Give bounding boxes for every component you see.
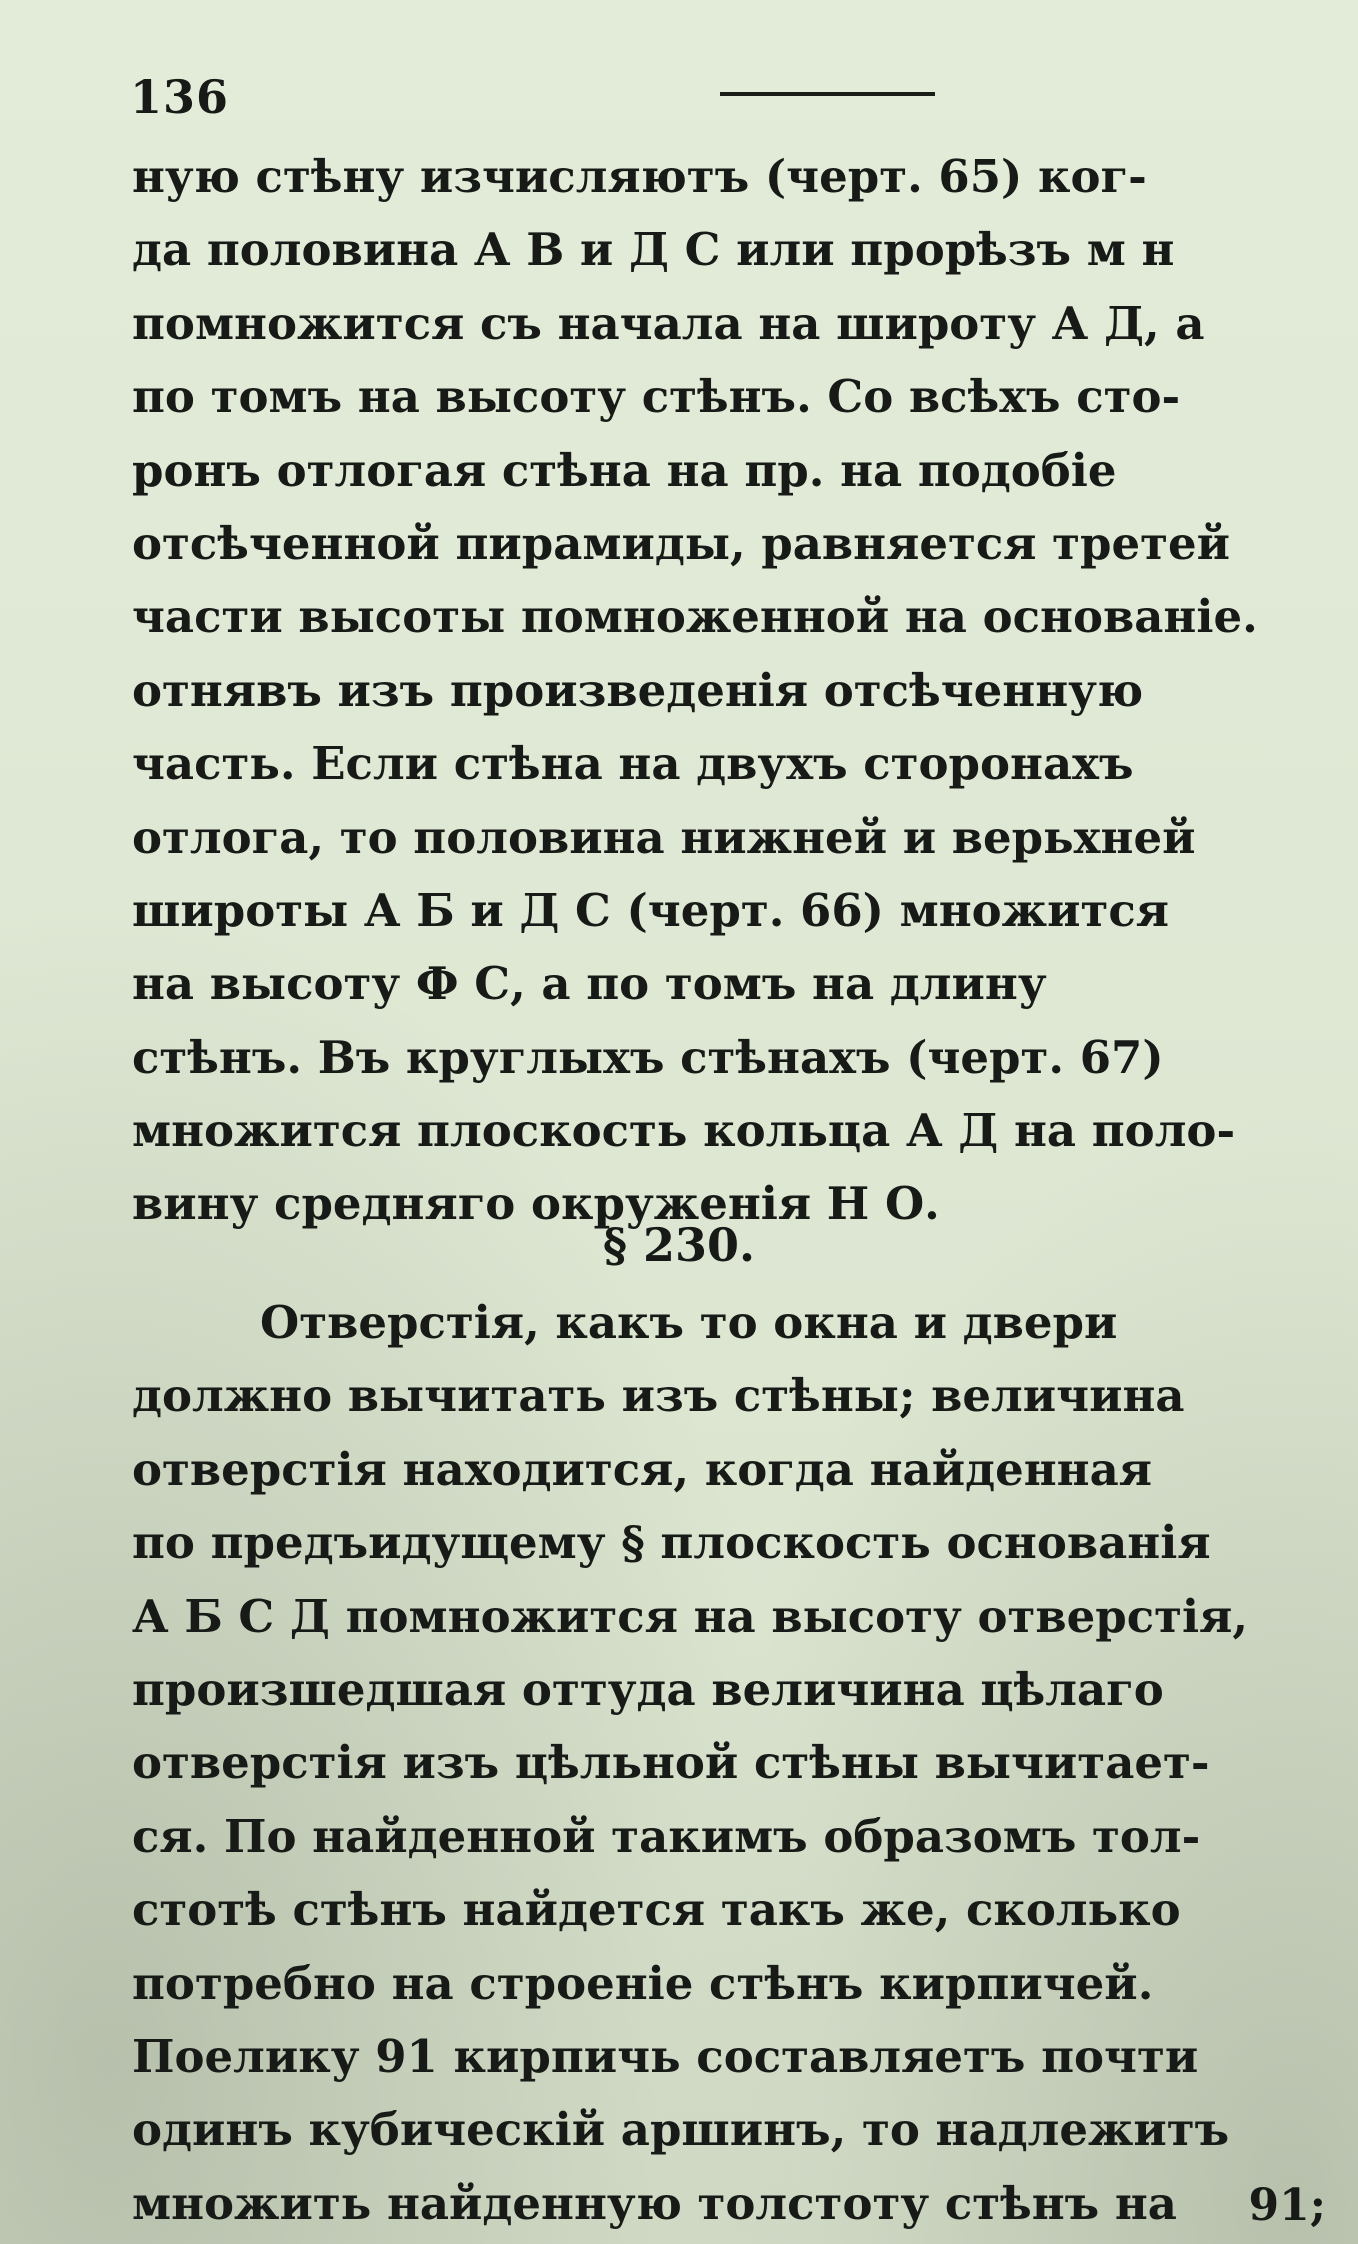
text-line: по предъидущему § плоскость основанія bbox=[132, 1516, 1211, 1570]
text-line: произшедшая оттуда величина цѣлаго bbox=[132, 1662, 1164, 1716]
text-line: части высоты помноженной на основаніе. bbox=[132, 590, 1258, 644]
text-line: ся. По найденной такимъ образомъ тол- bbox=[132, 1809, 1201, 1863]
text-line: отлога, то половина нижней и верьхней bbox=[132, 810, 1196, 864]
paragraph-1 bbox=[132, 140, 1332, 1241]
text-line: отверстія находится, когда найденная bbox=[132, 1442, 1152, 1496]
text-line: отверстія изъ цѣльной стѣны вычитает- bbox=[132, 1736, 1210, 1790]
page-number: 136 bbox=[130, 70, 230, 124]
text-line: должно вычитать изъ стѣны; величина bbox=[132, 1369, 1185, 1423]
text-line: по томъ на высоту стѣнъ. Со всѣхъ сто- bbox=[132, 370, 1181, 424]
paragraph-2 bbox=[132, 1286, 1332, 2240]
header-rule bbox=[720, 92, 935, 96]
text-line: множится плоскость кольца А Д на поло- bbox=[132, 1104, 1236, 1158]
section-heading: § 230. bbox=[602, 1218, 756, 1272]
text-line: ронъ отлогая стѣна на пр. на подобіе bbox=[132, 443, 1117, 497]
text-line: да половина А В и Д С или прорѣзъ м н bbox=[132, 223, 1175, 277]
text-line: Отверстія, какъ то окна и двери bbox=[260, 1296, 1118, 1349]
text-line: отсѣченной пирамиды, равняется третей bbox=[132, 516, 1231, 570]
catchword: 91; bbox=[1248, 2180, 1326, 2231]
text-line: одинъ кубическій аршинъ, то надлежитъ bbox=[132, 2103, 1230, 2157]
text-line: отнявъ изъ произведенія отсѣченную bbox=[132, 663, 1144, 717]
text-line: потребно на строеніе стѣнъ кирпичей. bbox=[132, 1956, 1154, 2010]
text-line: множить найденную толстоту стѣнъ на bbox=[132, 2176, 1177, 2230]
text-line: стотѣ стѣнъ найдется такъ же, сколько bbox=[132, 1883, 1181, 1937]
text-line: вину средняго окруженія Н О. bbox=[132, 1177, 940, 1231]
page-header bbox=[130, 70, 1330, 140]
text-line: Поелику 91 кирпичь составляетъ почти bbox=[132, 2029, 1199, 2083]
text-line: А Б С Д помножится на высоту отверстія, bbox=[132, 1589, 1249, 1643]
text-line: часть. Если стѣна на двухъ сторонахъ bbox=[132, 737, 1134, 791]
text-line: ную стѣну изчисляютъ (черт. 65) ког- bbox=[132, 150, 1147, 203]
text-line: помножится съ начала на широту А Д, а bbox=[132, 296, 1205, 350]
text-line: широты А Б и Д С (черт. 66) множится bbox=[132, 883, 1170, 937]
text-line: стѣнъ. Въ круглыхъ стѣнахъ (черт. 67) bbox=[132, 1030, 1164, 1084]
text-line: на высоту Ф С, а по томъ на длину bbox=[132, 957, 1047, 1011]
